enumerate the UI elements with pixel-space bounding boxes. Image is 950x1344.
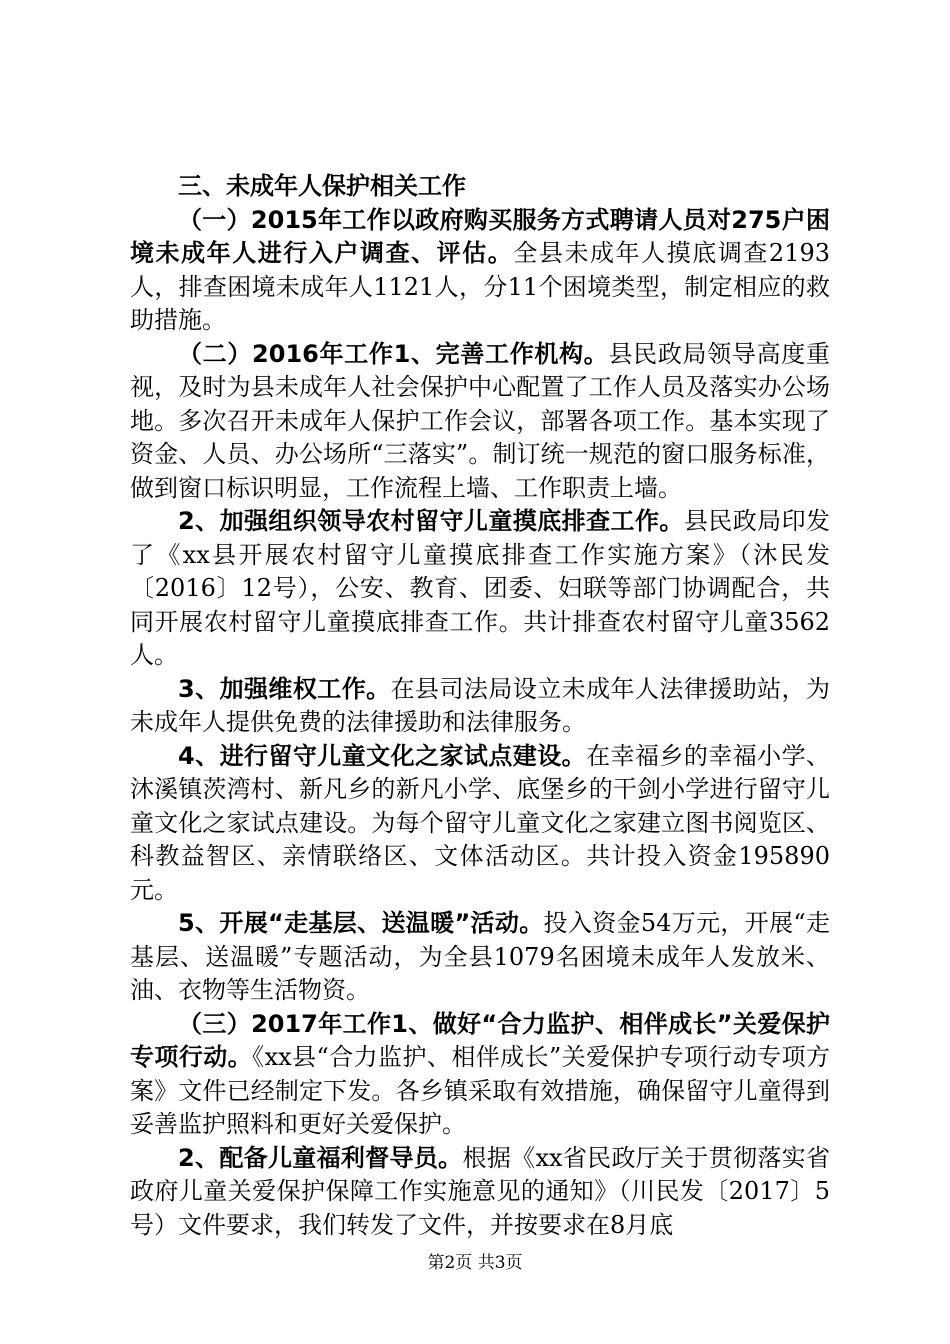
paragraph-lead: 3、加强维权工作。 [178, 674, 391, 703]
paragraph-lead: 4、进行留守儿童文化之家试点建设。 [178, 741, 587, 770]
paragraph-lead: （二）2016年工作1、完善工作机构。 [178, 339, 609, 368]
paragraph-body: 县民政局领导高度重视，及时为县未成年人社会保护中心配置了工作人员及落实办公场地。多次召开未成年人保护工作会议，部署各项工作。基本实现了资金、人员、办公场所“三落实”。制订统一规范的窗口服务标准，做到窗口标识明显，工作流程上墙、工作职责上墙。 [130, 339, 830, 502]
paragraph-body: 全县未成年人摸底调查2193人，排查困境未成年人1121人，分11个困境类型，制定相应的救助措施。 [130, 239, 831, 334]
paragraph-body: 《xx县“合力监护、相伴成长”关爱保护专项行动专项方案》文件已经制定下发。各乡镇采取有效措施，确保留守儿童得到妥善监护照料和更好关爱保护。 [130, 1043, 831, 1138]
paragraph [130, 505, 830, 673]
paragraph [130, 204, 830, 338]
paragraph [130, 1008, 830, 1142]
paragraph-body: 县民政局印发了《xx县开展农村留守儿童摸底排查工作实施方案》（沐民发〔2016〕12号），公安、教育、团委、妇联等部门协调配合，共同开展农村留守儿童摸底排查工作。共计排查农村留守儿童3562人。 [130, 507, 831, 669]
page-footer: 第2页 共3页 [427, 1253, 523, 1273]
paragraph-lead: 2、配备儿童福利督导员。 [178, 1143, 463, 1172]
paragraph-lead: 2、加强组织领导农村留守儿童摸底排查工作。 [178, 507, 684, 535]
document-body [130, 170, 830, 1242]
paragraph-lead: （一）2015年工作以政府购买服务方式聘请人员对275户困境未成年人进行入户调查、评估。 [130, 205, 830, 267]
paragraph [130, 673, 830, 740]
paragraph-body: 投入资金54万元，开展“走基层、送温暖”专题活动，为全县1079名困境未成年人发放米、油、衣物等生活物资。 [130, 909, 830, 1004]
paragraph [130, 740, 830, 908]
paragraph-lead: （三）2017年工作1、做好“合力监护、相伴成长”关爱保护专项行动。 [130, 1009, 830, 1071]
paragraph-body: 在幸福乡的幸福小学、沐溪镇茨湾村、新凡乡的新凡小学、底堡乡的干剑小学进行留守儿童文化之家试点建设。为每个留守儿童文化之家建立图书阅览区、科教益智区、亲情联络区、文体活动区。共计投入资金195890元。 [130, 741, 831, 904]
paragraph-body: 根据《xx省民政厅关于贯彻落实省政府儿童关爱保护保障工作实施意见的通知》（川民发〔2017〕5号）文件要求，我们转发了文件，并按要求在8月底 [130, 1143, 830, 1239]
paragraph-lead: 5、开展“走基层、送温暖”活动。 [178, 909, 544, 937]
paragraph [130, 907, 830, 1008]
paragraph [130, 1142, 830, 1243]
section-title: 三、未成年人保护相关工作 [178, 172, 466, 200]
paragraph-body: 在县司法局设立未成年人法律援助站，为未成年人提供免费的法律援助和法律服务。 [130, 674, 830, 736]
paragraph [130, 338, 830, 506]
